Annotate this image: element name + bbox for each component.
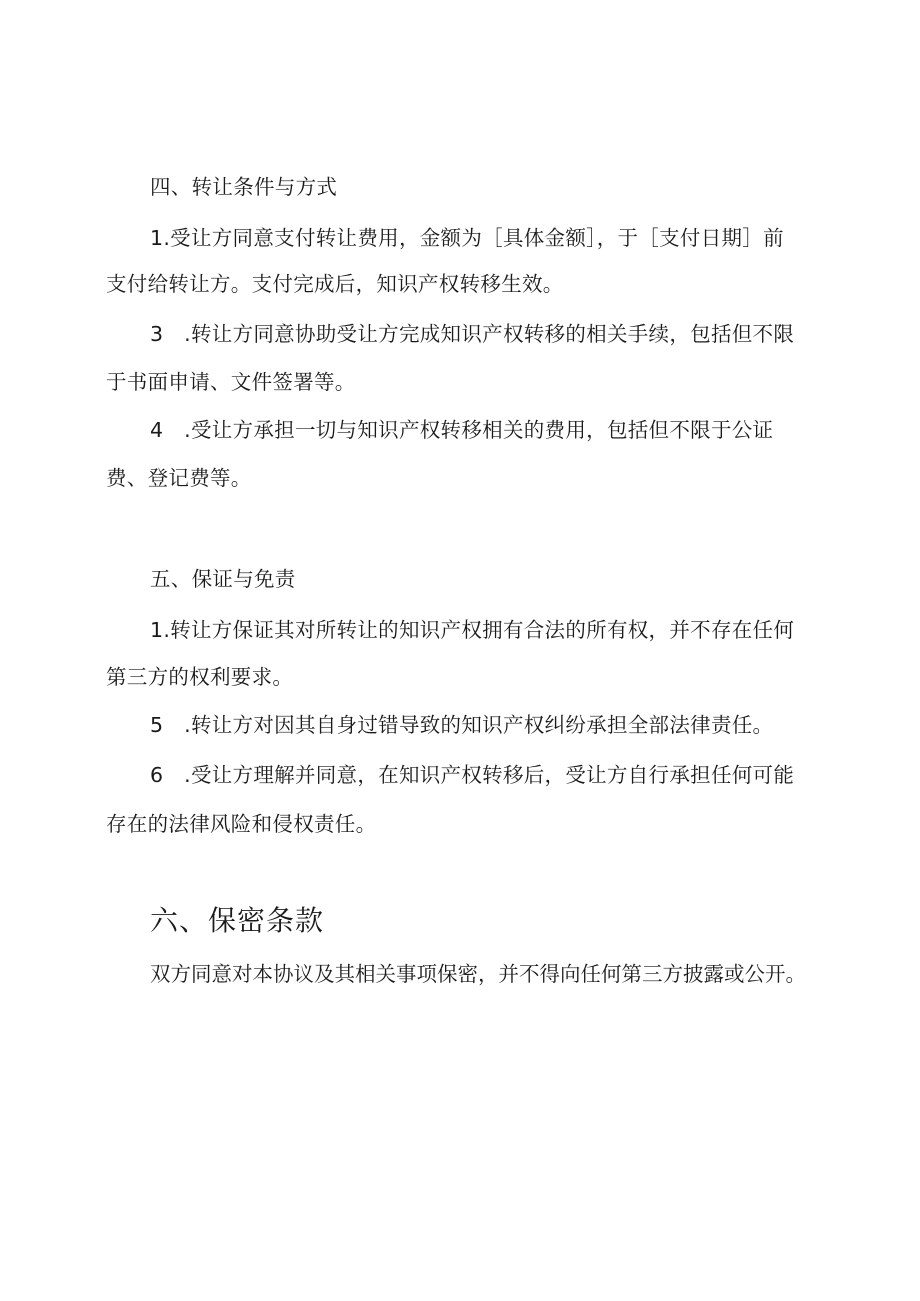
section-5-item-6-line-1: 6 .受让方理解并同意，在知识产权转移后，受让方自行承担任何可能 [150,763,795,787]
section-6-heading: 六、保密条款 [150,904,325,937]
section-4-item-1-line-1: 1.受让方同意支付转让费用，金额为［具体金额］，于［支付日期］前 [150,226,784,250]
section-4-item-1-line-2: 支付给转让方。支付完成后，知识产权转移生效。 [106,272,564,296]
section-5-item-6-line-2: 存在的法律风险和侵权责任。 [106,812,377,836]
section-6-body: 双方同意对本协议及其相关事项保密，并不得向任何第三方披露或公开。 [150,962,806,986]
section-4-item-3-line-1: 3 .转让方同意协助受让方完成知识产权转移的相关手续，包括但不限 [150,322,795,346]
section-5-item-1-line-2: 第三方的权利要求。 [106,665,294,689]
section-4-heading: 四、转让条件与方式 [150,175,338,199]
section-4-item-4-line-2: 费、登记费等。 [106,466,252,490]
section-5-item-1-line-1: 1.转让方保证其对所转让的知识产权拥有合法的所有权，并不存在任何 [150,618,795,642]
section-5-item-5-line-1: 5 .转让方对因其自身过错导致的知识产权纠纷承担全部法律责任。 [150,713,774,737]
section-4-item-4-line-1: 4 .受让方承担一切与知识产权转移相关的费用，包括但不限于公证 [150,418,774,442]
section-5-heading: 五、保证与免责 [150,567,296,591]
section-4-item-3-line-2: 于书面申请、文件签署等。 [106,370,356,394]
